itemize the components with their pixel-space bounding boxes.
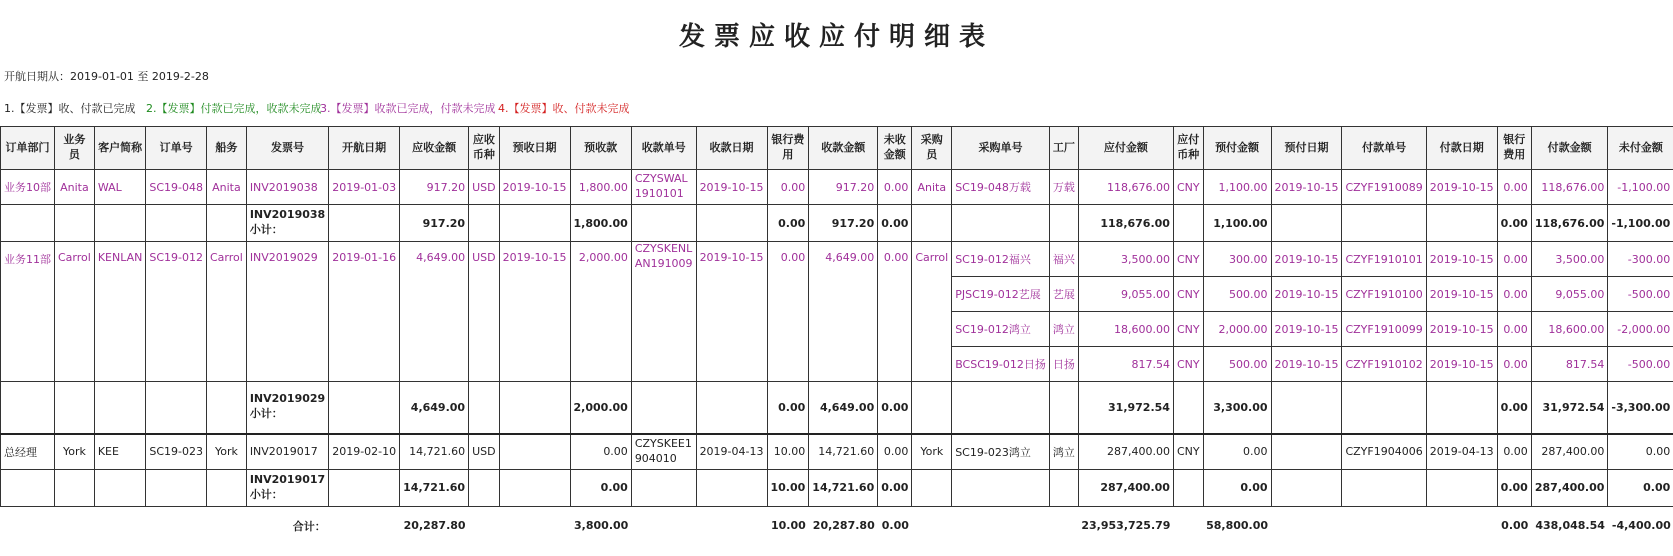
- cell: SC19-012: [146, 242, 207, 382]
- cell: CZYF1910101: [1342, 242, 1426, 277]
- cell: 3,500.00: [1078, 242, 1173, 277]
- cell: 4,649.00: [400, 242, 469, 382]
- cell: SC19-023: [146, 434, 207, 470]
- cell: 4,649.00: [809, 242, 878, 382]
- cell: -4,400.00: [1611, 519, 1671, 532]
- cell: 0.00: [570, 469, 631, 506]
- cell: Anita: [912, 170, 952, 205]
- cell: 2019-01-03: [329, 170, 400, 205]
- table-row: [1, 170, 1673, 205]
- cell: 287,400.00: [1531, 434, 1608, 470]
- cell: CZYSWAL 1910101: [631, 170, 696, 205]
- cell: 0.00: [1497, 382, 1531, 434]
- cell: 4,649.00: [809, 382, 878, 434]
- cell: 0.00: [878, 170, 912, 205]
- cell: 18,600.00: [1531, 312, 1608, 347]
- legend-item-1: 1.【发票】收、付款已完成: [4, 102, 136, 115]
- cell: SC19-012鸿立: [952, 312, 1050, 347]
- cell: 18,600.00: [1078, 312, 1173, 347]
- cell: 0.00: [767, 170, 809, 205]
- cell: 31,972.54: [1078, 382, 1173, 434]
- col-header: 应收币种: [469, 127, 500, 170]
- cell: 0.00: [878, 434, 912, 470]
- cell: 2019-10-15: [1271, 312, 1342, 347]
- cell: 0.00: [1497, 170, 1531, 205]
- cell: 2019-10-15: [1426, 277, 1497, 312]
- cell: 0.00: [1497, 347, 1531, 382]
- cell: 20,287.80: [403, 519, 466, 532]
- cell: KEE: [94, 434, 146, 470]
- cell: 10.00: [767, 434, 809, 470]
- cell: CZYF1910100: [1342, 277, 1426, 312]
- cell: 0.00: [878, 242, 912, 382]
- cell: 14,721.60: [400, 434, 469, 470]
- cell: 0.00: [1497, 205, 1531, 242]
- cell: CNY: [1173, 170, 1203, 205]
- cell: 0.00: [1203, 434, 1271, 470]
- cell: 438,048.54: [1535, 519, 1605, 532]
- cell: 0.00: [1497, 242, 1531, 277]
- cell: 2019-10-15: [1271, 242, 1342, 277]
- col-header: 订单部门: [1, 127, 55, 170]
- cell: 2019-10-15: [1426, 242, 1497, 277]
- cell: -1,100.00: [1608, 170, 1673, 205]
- cell: CNY: [1173, 347, 1203, 382]
- cell: INV2019029: [246, 242, 328, 382]
- cell: 0.00: [1203, 469, 1271, 506]
- cell: 23,953,725.79: [1081, 519, 1171, 532]
- cell: 2019-10-15: [499, 170, 570, 205]
- cell: 817.54: [1078, 347, 1173, 382]
- cell: 917.20: [400, 205, 469, 242]
- col-header: 未收金额: [878, 127, 912, 170]
- table-row: [1, 242, 1673, 277]
- col-header: 订单号: [146, 127, 207, 170]
- cell: 2019-10-15: [499, 242, 570, 382]
- cell: 2019-10-15: [1271, 347, 1342, 382]
- cell: SC19-048万载: [952, 170, 1050, 205]
- col-header: 船务: [206, 127, 246, 170]
- table-row: [1, 434, 1673, 470]
- invoice-detail-table: [0, 126, 1673, 545]
- col-header: 应付币种: [1173, 127, 1203, 170]
- cell: -1,100.00: [1608, 205, 1673, 242]
- cell: 917.20: [400, 170, 469, 205]
- cell: 0.00: [767, 382, 809, 434]
- cell: 0.00: [878, 205, 912, 242]
- legend-item-3: 3.【发票】收款已完成，付款未完成: [320, 102, 496, 115]
- subtotal-label: INV2019029 小计：: [246, 382, 328, 434]
- subtotal-label: INV2019038 小计：: [246, 205, 328, 242]
- cell: 9,055.00: [1078, 277, 1173, 312]
- cell: USD: [469, 434, 500, 470]
- cell: CNY: [1173, 434, 1203, 470]
- cell: 2,000.00: [570, 382, 631, 434]
- cell: SC19-012福兴: [952, 242, 1050, 277]
- subtotal-row: [1, 469, 1673, 506]
- col-header: 收款日期: [696, 127, 767, 170]
- col-header: 收款金额: [809, 127, 878, 170]
- cell: 0.00: [878, 382, 912, 434]
- cell: SC19-023鸿立: [952, 434, 1050, 470]
- cell: 福兴: [1049, 242, 1078, 277]
- subtotal-row: [1, 205, 1673, 242]
- cell: CNY: [1173, 242, 1203, 277]
- grand-total-row: [1, 506, 1673, 545]
- cell: -300.00: [1608, 242, 1673, 277]
- cell: 0.00: [1497, 434, 1531, 470]
- col-header: 预收款: [570, 127, 631, 170]
- col-header: 预付日期: [1271, 127, 1342, 170]
- cell: 500.00: [1203, 347, 1271, 382]
- cell: 917.20: [809, 205, 878, 242]
- cell: 118,676.00: [1531, 170, 1608, 205]
- cell: York: [206, 434, 246, 470]
- cell: 0.00: [767, 205, 809, 242]
- cell: 58,800.00: [1206, 519, 1269, 532]
- cell: 业务11部: [1, 242, 55, 382]
- cell: 2019-10-15: [1426, 170, 1497, 205]
- cell: 20,287.80: [812, 519, 875, 532]
- cell: 2,000.00: [1203, 312, 1271, 347]
- cell: 2019-02-10: [329, 434, 400, 470]
- cell: -3,300.00: [1608, 382, 1673, 434]
- cell: 300.00: [1203, 242, 1271, 277]
- cell: -2,000.00: [1608, 312, 1673, 347]
- cell: USD: [469, 170, 500, 205]
- cell: 鸿立: [1049, 312, 1078, 347]
- cell: Carrol: [206, 242, 246, 382]
- cell: 9,055.00: [1531, 277, 1608, 312]
- cell: 2019-04-13: [1426, 434, 1497, 470]
- cell: 2019-10-15: [696, 242, 767, 382]
- subtotal-row: [1, 382, 1673, 434]
- cell: 817.54: [1531, 347, 1608, 382]
- col-header: 付款单号: [1342, 127, 1426, 170]
- cell: 10.00: [771, 519, 806, 532]
- cell: York: [55, 434, 95, 470]
- cell: 14,721.60: [400, 469, 469, 506]
- legend-item-2: 2.【发票】付款已完成，收款未完成: [146, 102, 322, 115]
- cell: 万载: [1049, 170, 1078, 205]
- cell: BCSC19-012日扬: [952, 347, 1050, 382]
- header-row: [1, 127, 1673, 170]
- cell: CZYF1910089: [1342, 170, 1426, 205]
- cell: 917.20: [809, 170, 878, 205]
- cell: 2019-04-13: [696, 434, 767, 470]
- cell: 0.00: [1608, 469, 1673, 506]
- cell: 1,800.00: [570, 205, 631, 242]
- cell: CNY: [1173, 277, 1203, 312]
- cell: 2,000.00: [570, 242, 631, 382]
- col-header: 采购单号: [952, 127, 1050, 170]
- cell: SC19-048: [146, 170, 207, 205]
- cell: INV2019038: [246, 170, 328, 205]
- cell: 3,800.00: [574, 519, 629, 532]
- cell: 2019-01-16: [329, 242, 400, 382]
- cell: 287,400.00: [1078, 434, 1173, 470]
- cell: 2019-10-15: [1426, 347, 1497, 382]
- col-header: 发票号: [246, 127, 328, 170]
- cell: CNY: [1173, 312, 1203, 347]
- col-header: 开航日期: [329, 127, 400, 170]
- col-header: 应收金额: [400, 127, 469, 170]
- cell: 0.00: [1501, 519, 1529, 532]
- cell: 4,649.00: [400, 382, 469, 434]
- grand-total-label: 合计：: [292, 519, 326, 533]
- cell: Anita: [206, 170, 246, 205]
- col-header: 预收日期: [499, 127, 570, 170]
- cell: 鸿立: [1049, 434, 1078, 470]
- cell: -500.00: [1608, 347, 1673, 382]
- cell: 0.00: [570, 434, 631, 470]
- cell: 总经理: [1, 434, 55, 470]
- cell: 2019-10-15: [696, 170, 767, 205]
- legend-item-4: 4.【发票】收、付款未完成: [498, 102, 630, 115]
- date-range: 开航日期从：2019-01-01 至 2019-2-28: [4, 70, 209, 83]
- cell: WAL: [94, 170, 146, 205]
- cell: PJSC19-012艺展: [952, 277, 1050, 312]
- cell: CZYF1910102: [1342, 347, 1426, 382]
- cell: York: [912, 434, 952, 470]
- cell: CZYF1910099: [1342, 312, 1426, 347]
- cell: [499, 434, 570, 470]
- col-header: 应付金额: [1078, 127, 1173, 170]
- cell: 2019-10-15: [1271, 277, 1342, 312]
- cell: 3,300.00: [1203, 382, 1271, 434]
- cell: KENLAN: [94, 242, 146, 382]
- cell: CZYF1904006: [1342, 434, 1426, 470]
- col-header: 银行费用: [767, 127, 809, 170]
- col-header: 付款日期: [1426, 127, 1497, 170]
- cell: -500.00: [1608, 277, 1673, 312]
- cell: 118,676.00: [1078, 170, 1173, 205]
- cell: 14,721.60: [809, 469, 878, 506]
- subtotal-label: INV2019017 小计：: [246, 469, 328, 506]
- cell: 0.00: [1497, 277, 1531, 312]
- col-header: 付款金额: [1531, 127, 1608, 170]
- cell: 500.00: [1203, 277, 1271, 312]
- cell: Carrol: [55, 242, 95, 382]
- cell: 1,100.00: [1203, 205, 1271, 242]
- cell: 1,800.00: [570, 170, 631, 205]
- cell: [1271, 434, 1342, 470]
- cell: 118,676.00: [1531, 205, 1608, 242]
- cell: 10.00: [767, 469, 809, 506]
- col-header: 预付金额: [1203, 127, 1271, 170]
- cell: 2019-10-15: [1271, 170, 1342, 205]
- report-title: 发票应收应付明细表: [678, 22, 994, 52]
- cell: 31,972.54: [1531, 382, 1608, 434]
- col-header: 收款单号: [631, 127, 696, 170]
- col-header: 客户简称: [94, 127, 146, 170]
- cell: 3,500.00: [1531, 242, 1608, 277]
- col-header: 采购员: [912, 127, 952, 170]
- cell: 118,676.00: [1078, 205, 1173, 242]
- cell: 艺展: [1049, 277, 1078, 312]
- cell: 业务10部: [1, 170, 55, 205]
- cell: 0.00: [878, 469, 912, 506]
- col-header: 业务员: [55, 127, 95, 170]
- cell: 0.00: [881, 519, 909, 532]
- cell: 287,400.00: [1078, 469, 1173, 506]
- cell: CZYSKEE1 904010: [631, 434, 696, 470]
- cell: CZYSKENL AN191009: [631, 242, 696, 382]
- cell: 287,400.00: [1531, 469, 1608, 506]
- cell: 0.00: [767, 242, 809, 382]
- col-header: 银行费用: [1497, 127, 1531, 170]
- cell: 0.00: [1497, 312, 1531, 347]
- cell: USD: [469, 242, 500, 382]
- cell: INV2019017: [246, 434, 328, 470]
- cell: 2019-10-15: [1426, 312, 1497, 347]
- cell: 14,721.60: [809, 434, 878, 470]
- cell: 0.00: [1608, 434, 1673, 470]
- col-header: 未付金额: [1608, 127, 1673, 170]
- cell: Carrol: [912, 242, 952, 382]
- cell: 日扬: [1049, 347, 1078, 382]
- cell: 1,100.00: [1203, 170, 1271, 205]
- cell: 0.00: [1497, 469, 1531, 506]
- cell: Anita: [55, 170, 95, 205]
- col-header: 工厂: [1049, 127, 1078, 170]
